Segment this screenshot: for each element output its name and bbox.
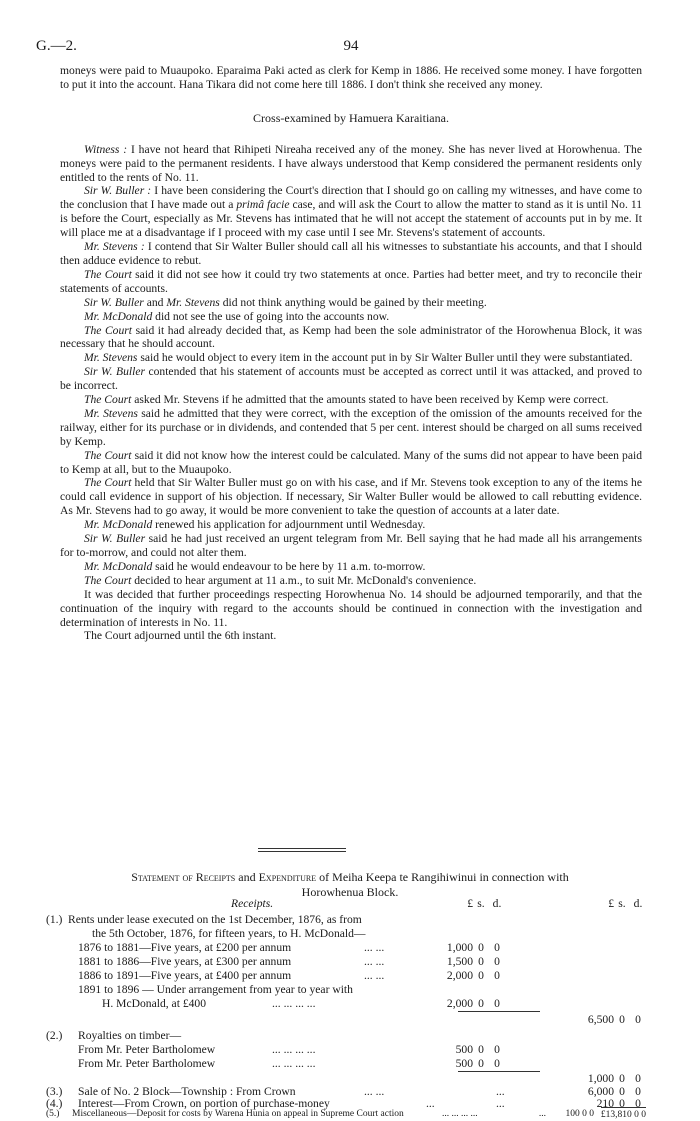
leader-dots: ... ... ... ... (272, 1043, 316, 1056)
amount-pounds: 100 (565, 1109, 580, 1119)
amount-pence: 0 (635, 1013, 641, 1026)
table-row (46, 1029, 646, 1043)
item-total (566, 1107, 595, 1121)
item-description: 1881 to 1886—Five years, at £300 per annum (78, 955, 292, 968)
item-number: (3.) (46, 1085, 63, 1098)
table-row (46, 955, 646, 969)
paragraph-text: I contend that Sir Walter Buller should call all his witnesses to substantiate his accounts, and that I should then adduce evidence to rebut. (60, 240, 642, 267)
speaker: Sir W. Buller (84, 532, 146, 546)
grand-total (601, 1107, 646, 1121)
amount-pounds: 1,000 (446, 941, 473, 954)
leader-dots: ... (426, 1097, 435, 1110)
amount-shillings: 0 (619, 1097, 625, 1110)
speaker: The Court (84, 393, 132, 407)
table-row (46, 913, 646, 927)
paragraph (60, 476, 642, 518)
page-number: 94 (343, 38, 359, 54)
subtotal (425, 941, 505, 955)
paragraph-text: said it had already decided that, as Kemp had been the sole administrator of the Horowhenua Block, it was necessary that he should account. (60, 323, 642, 351)
item-description: 1891 to 1896 — Under arrangement from year to year with (78, 983, 353, 996)
paragraph-text: contended that his statement of accounts must be accepted as correct until it was attacked, and proved to be incorrect. (60, 365, 643, 393)
amount-shillings: 0 (582, 1109, 587, 1119)
paragraph (60, 365, 642, 393)
pence-header: d. (633, 897, 643, 910)
amount-pounds: 2,000 (446, 997, 473, 1010)
item-description: Sale of No. 2 Block—Township : From Crown (78, 1085, 296, 1098)
item-description: From Mr. Peter Bartholomew (78, 1043, 216, 1056)
paragraph (60, 184, 642, 240)
table-row (46, 997, 646, 1011)
table-row (46, 983, 646, 997)
paragraph (60, 532, 642, 560)
item-description: Royalties on timber— (78, 1029, 182, 1042)
paragraph (60, 143, 642, 185)
title-part: Expenditure (258, 870, 317, 884)
pence-header: d. (492, 897, 502, 910)
paragraph-text: and (143, 295, 167, 309)
table-header-row (46, 897, 646, 911)
amount-shillings: 0 (478, 969, 484, 982)
subtotal-rule (458, 1011, 540, 1012)
amount-shillings: 0 (619, 1085, 625, 1098)
speaker: Witness : (84, 142, 128, 156)
table-row (46, 1043, 646, 1057)
amount-shillings: 0 (478, 997, 484, 1010)
paragraph-text: did not think anything would be gained by their meeting. (219, 295, 487, 309)
leader-dots: ... (538, 1109, 546, 1119)
document-body (60, 64, 642, 643)
amount-pounds: £13,810 (600, 1110, 632, 1120)
amount-shillings: 0 (619, 1013, 625, 1026)
paragraph (60, 560, 642, 574)
item-description: the 5th October, 1876, for fifteen years, to H. McDonald— (92, 927, 366, 940)
speaker: Mr. Stevens (84, 406, 138, 420)
leader-dots: ... ... (364, 955, 385, 968)
paragraph-text: I have been considering the Court's direction that I should go on calling my witnesses, and have come to the conclusion that I have made out a (60, 184, 642, 212)
paragraph-text: renewed his application for adjournment until Wednesday. (152, 518, 426, 532)
paragraph: The Court adjourned until the 6th instant. (84, 629, 277, 643)
column-header (425, 897, 505, 911)
page-header (36, 38, 666, 58)
speaker: The Court (84, 573, 132, 587)
amount-pence: 0 (635, 1097, 641, 1110)
amount-pounds: 1,500 (446, 955, 473, 968)
section-divider (258, 851, 346, 852)
amount-shillings: 0 (478, 955, 484, 968)
speaker: Mr. McDonald (84, 559, 153, 573)
paragraph-text: did not see the use of going into the accounts now. (152, 309, 390, 323)
paragraph-text: said he admitted that they were correct, with the exception of the omission of the amounts received for the railway, either for its purchase or in dividends, and contended that 5 per cent. interest should be charged on all sums received by Kemp. (60, 406, 642, 448)
amount-pounds: 500 (455, 1057, 473, 1070)
pound-header: £ (608, 897, 614, 910)
item-description-line: Miscellaneous—Deposit for costs by Warena Hunia on appeal (72, 1109, 309, 1119)
subtotal (425, 997, 505, 1011)
paragraph-text: said he would object to every item in the account put in by Sir Walter Buller until they were substantiated. (137, 351, 633, 365)
item-number: (4.) (46, 1097, 63, 1110)
amount-pence: 0 (589, 1109, 594, 1119)
statement-footer (46, 1107, 646, 1121)
item-description (72, 1107, 404, 1121)
pound-header: £ (467, 897, 473, 910)
table-row (46, 1072, 646, 1086)
paragraph-text: said he had just received an urgent telegram from Mr. Bell saying that he had made all his arrangements for to-morrow, and could not alter them. (60, 532, 643, 559)
item-total (546, 1072, 646, 1086)
paragraph (60, 310, 642, 324)
leader-dots: ... ... ... ... (442, 1109, 478, 1119)
amount-pence: 0 (494, 997, 500, 1010)
item-description: Rents under lease executed on the 1st December, 1876, as from (68, 913, 362, 926)
amount-shillings: 0 (478, 1043, 484, 1056)
paragraph (60, 393, 642, 407)
amount-pence: 0 (494, 955, 500, 968)
speaker: The Court (84, 448, 132, 462)
amount-shillings: 0 (478, 941, 484, 954)
paragraph (60, 324, 642, 352)
paragraph-text: said it did not see how it could try two statements at once. Parties had better meet, and try to reconcile their statements of accounts. (60, 267, 642, 295)
italic-phrase: primâ facie (236, 198, 290, 212)
paragraph-text: decided to hear argument at 11 a.m., to suit Mr. McDonald's convenience. (131, 573, 477, 587)
leader-dots: ... ... (364, 969, 385, 982)
amount-shillings: 0 (478, 1057, 484, 1070)
speaker: Mr. Stevens (84, 351, 138, 365)
speaker: The Court (84, 476, 132, 490)
subtotal (425, 1057, 505, 1071)
subtotal (425, 1043, 505, 1057)
amount-pence: 0 (494, 1057, 500, 1070)
shillings-header: s. (477, 897, 485, 910)
amount-pence: 0 (494, 969, 500, 982)
subtotal (425, 969, 505, 983)
speaker: Sir W. Buller (84, 365, 145, 379)
paragraph-text: case, and will ask the Court to allow the matter to stand as it is until No. 11 is before the Court, especially as Mr. Stevens has intimated that he will not accept the statement of accounts put in by me. It will place me at a disadvantage if I proceed with my case until I see Mr. Stevens's statement of accounts. (60, 198, 642, 240)
paragraph (60, 240, 642, 268)
receipts-label: Receipts. (231, 897, 274, 910)
amount-pence: 0 (635, 1085, 641, 1098)
paragraph (60, 518, 642, 532)
item-description: H. McDonald, at £400 (102, 997, 207, 1010)
paragraph (60, 574, 642, 588)
item-total (546, 1013, 646, 1027)
paragraph-text: said it did not know how the interest could be calculated. Many of the sums did not appear to have been paid to Kemp at all, but to the Muaupoko. (60, 448, 642, 476)
speaker: Mr. McDonald (84, 309, 153, 323)
speaker: Mr. Stevens (166, 295, 220, 309)
section-divider (258, 848, 346, 849)
item-description: 1876 to 1881—Five years, at £200 per annum (78, 941, 292, 954)
item-number: (2.) (46, 1029, 63, 1042)
column-header (546, 897, 646, 911)
table-row (46, 1057, 646, 1071)
paragraph-text: asked Mr. Stevens if he admitted that the amounts stated to have been received by Kemp were correct. (131, 393, 609, 407)
leader-dots: ... ... ... ... (272, 1057, 316, 1070)
paragraph (60, 407, 642, 449)
paragraph-text: held that Sir Walter Buller must go on with his case, and if Mr. Stevens took exception to any of the items he could call evidence in support of his objection. If necessary, Sir Walter Buller would be allowed to call rebutting evidence. As Mr. Stevens had to go away, it would be more convenient to take the question of accounts at a later date. (60, 476, 642, 518)
speaker: Sir W. Buller (84, 295, 144, 309)
shillings-header: s. (618, 897, 626, 910)
title-part: and (235, 870, 259, 884)
speaker: Mr. McDonald (84, 518, 153, 532)
paragraph: It was decided that further proceedings respecting Horowhenua No. 14 should be adjourned temporarily, and that the continuation of the inquiry with regard to the accounts should be continued in connection with the investigation and determination of interests in No. 11. (60, 587, 642, 629)
speaker: Sir W. Buller : (84, 184, 152, 198)
amount-shillings: 0 (619, 1072, 625, 1085)
amount-pence: 0 (641, 1110, 646, 1120)
statement-title-line: Horowhenua Block. (301, 885, 399, 899)
title-part: of Meiha Keepa te Rangihiwinui in connection with (316, 870, 569, 884)
speaker: The Court (84, 267, 132, 281)
leader-dots: ... (496, 1085, 505, 1098)
item-description-line: in Supreme Court action (310, 1109, 404, 1119)
leader-dots: ... ... (364, 941, 385, 954)
speaker: The Court (84, 323, 133, 337)
speaker: Mr. Stevens : (84, 240, 145, 254)
amount-pounds: 6,000 (587, 1085, 614, 1098)
table-row (46, 927, 646, 941)
amount-pounds: 2,000 (446, 969, 473, 982)
statement-title (60, 870, 640, 900)
paragraph-text: I have not heard that Rihipeti Nireaha received any of the money. She has never lived at Horowhenua. The moneys were paid to the permanent residents. I have always understood that Kemp considered the permanent residents only entitled to the rents of No. 11. (60, 142, 642, 184)
amount-shillings: 0 (634, 1110, 639, 1120)
leader-dots: ... ... (364, 1085, 385, 1098)
paragraph: moneys were paid to Muaupoko. Eparaima Paki acted as clerk for Kemp in 1886. He received some money. I have forgotten to put it into the account. Hana Tikara did not come here till 1886. I don't think she received any money. (60, 64, 642, 91)
leader-dots: ... (496, 1097, 505, 1110)
paragraph (60, 449, 642, 477)
item-description: Interest—From Crown, on portion of purchase-money (78, 1097, 330, 1110)
table-row (46, 941, 646, 955)
amount-pence: 0 (494, 941, 500, 954)
amount-pence: 0 (635, 1072, 641, 1085)
subtotal (425, 955, 505, 969)
item-description: From Mr. Peter Bartholomew (78, 1057, 216, 1070)
item-number: (1.) (46, 913, 63, 926)
item-number: (5.) (46, 1109, 60, 1119)
leader-dots: ... ... ... ... (272, 997, 316, 1010)
paragraph (60, 296, 642, 310)
document-reference: G.—2. (36, 38, 77, 54)
amount-pounds: 1,000 (587, 1072, 614, 1085)
amount-pounds: 6,500 (587, 1013, 614, 1026)
title-part: Statement of Receipts (131, 870, 236, 884)
paragraph-text: said he would endeavour to be here by 11 a.m. to-morrow. (152, 559, 426, 573)
paragraph (60, 351, 642, 365)
statement-title-line (60, 870, 640, 885)
item-description: 1886 to 1891—Five years, at £400 per annum (78, 969, 292, 982)
table-row (46, 969, 646, 983)
table-row (46, 1013, 646, 1027)
amount-pounds: 500 (455, 1043, 473, 1056)
amount-pounds: 210 (596, 1097, 614, 1110)
amount-pence: 0 (494, 1043, 500, 1056)
paragraph (60, 268, 642, 296)
section-heading: Cross-examined by Hamuera Karaitiana. (253, 110, 449, 125)
